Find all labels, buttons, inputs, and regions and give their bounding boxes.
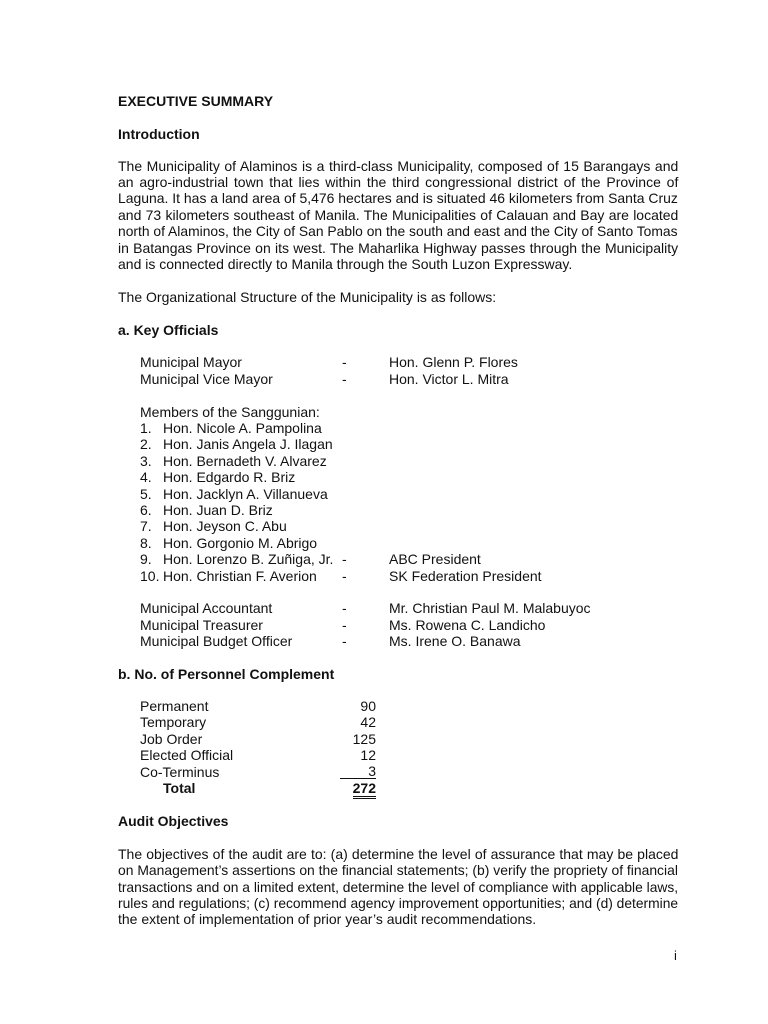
section-a-heading: a. Key Officials [118, 322, 219, 338]
member-name: Hon. Edgardo R. Briz [163, 469, 296, 485]
official-position: Municipal Budget Officer [140, 633, 293, 649]
separator-dash: - [342, 568, 347, 584]
official-position: Municipal Vice Mayor [140, 371, 273, 387]
member-role: SK Federation President [389, 568, 542, 584]
intro-line: Laguna. It has a land area of 5,476 hectares and is situated 46 kilometers from Santa Cruz [118, 190, 678, 206]
official-position: Municipal Mayor [140, 354, 242, 370]
personnel-count: 12 [360, 747, 376, 763]
member-name: Hon. Jeyson C. Abu [163, 518, 287, 534]
personnel-type: Permanent [140, 698, 209, 714]
separator-dash: - [342, 354, 347, 370]
intro-line: an agro-industrial town that lies within the third congressional district of the Province of [118, 174, 679, 190]
member-name: Hon. Bernadeth V. Alvarez [163, 453, 327, 469]
sanggunian-heading: Members of the Sanggunian: [140, 404, 320, 420]
personnel-type: Co-Terminus [140, 764, 220, 780]
audit-line: rules and regulations; (c) recommend agency improvement opportunities; and (d) determine [118, 895, 679, 911]
official-name: Mr. Christian Paul M. Malabuyoc [389, 600, 591, 616]
official-name: Ms. Rowena C. Landicho [389, 617, 546, 633]
audit-line: the extent of implementation of prior year’s audit recommendations. [118, 911, 537, 927]
member-number: 1. [140, 420, 152, 436]
personnel-type: Elected Official [140, 747, 234, 763]
member-number: 3. [140, 453, 152, 469]
official-name: Ms. Irene O. Banawa [389, 633, 521, 649]
member-number: 5. [140, 486, 152, 502]
member-number: 4. [140, 469, 152, 485]
section-b-heading: b. No. of Personnel Complement [118, 666, 335, 682]
member-name: Hon. Lorenzo B. Zuñiga, Jr. [163, 551, 334, 567]
personnel-count: 125 [352, 731, 376, 747]
official-position: Municipal Treasurer [140, 617, 263, 633]
member-name: Hon. Janis Angela J. Ilagan [163, 436, 333, 452]
official-name: Hon. Glenn P. Flores [389, 354, 518, 370]
member-name: Hon. Juan D. Briz [163, 502, 273, 518]
org-structure-intro: The Organizational Structure of the Municipality is as follows: [118, 289, 497, 305]
page-title: EXECUTIVE SUMMARY [118, 93, 274, 109]
member-role: ABC President [389, 551, 481, 567]
member-number: 6. [140, 502, 152, 518]
intro-line: and 73 kilometers southeast of Manila. The Municipalities of Calauan and Bay are located [118, 207, 679, 223]
separator-dash: - [342, 551, 347, 567]
introduction-heading: Introduction [118, 126, 200, 142]
member-number: 7. [140, 518, 152, 534]
member-name: Hon. Jacklyn A. Villanueva [163, 486, 328, 502]
separator-dash: - [342, 600, 347, 616]
page-number: i [674, 948, 677, 963]
intro-line: and is connected directly to Manila through the South Luzon Expressway. [118, 256, 573, 272]
intro-line: north of Alaminos, the City of San Pablo on the south and east and the City of Santo Tomas [118, 223, 678, 239]
personnel-count: 90 [360, 698, 376, 714]
personnel-count: 42 [360, 714, 376, 730]
separator-dash: - [342, 371, 347, 387]
audit-line: The objectives of the audit are to: (a) determine the level of assurance that may be placed [118, 846, 679, 862]
total-value-wrap [340, 780, 376, 796]
member-number: 10. [140, 568, 160, 584]
personnel-count: 3 [340, 764, 376, 779]
member-number: 8. [140, 535, 152, 551]
member-number: 9. [140, 551, 152, 567]
personnel-type: Job Order [140, 731, 203, 747]
member-name: Hon. Christian F. Averion [163, 568, 317, 584]
intro-line: in Batangas Province on its west. The Maharlika Highway passes through the Municipality [118, 240, 679, 256]
official-name: Hon. Victor L. Mitra [389, 371, 509, 387]
separator-dash: - [342, 633, 347, 649]
personnel-type: Temporary [140, 714, 207, 730]
official-position: Municipal Accountant [140, 600, 273, 616]
total-label: Total [163, 780, 196, 796]
audit-line: on Management’s assertions on the financial statements; (b) verify the propriety of financial [118, 862, 678, 878]
member-name: Hon. Nicole A. Pampolina [163, 420, 322, 436]
total-value: 272 [353, 780, 376, 799]
separator-dash: - [342, 617, 347, 633]
audit-objectives-heading: Audit Objectives [118, 813, 229, 829]
audit-line: transactions and on a limited extent, determine the level of compliance with applicable laws, [118, 879, 679, 895]
member-name: Hon. Gorgonio M. Abrigo [163, 535, 318, 551]
member-number: 2. [140, 436, 152, 452]
intro-line: The Municipality of Alaminos is a third-class Municipality, composed of 15 Barangays and [118, 158, 679, 174]
